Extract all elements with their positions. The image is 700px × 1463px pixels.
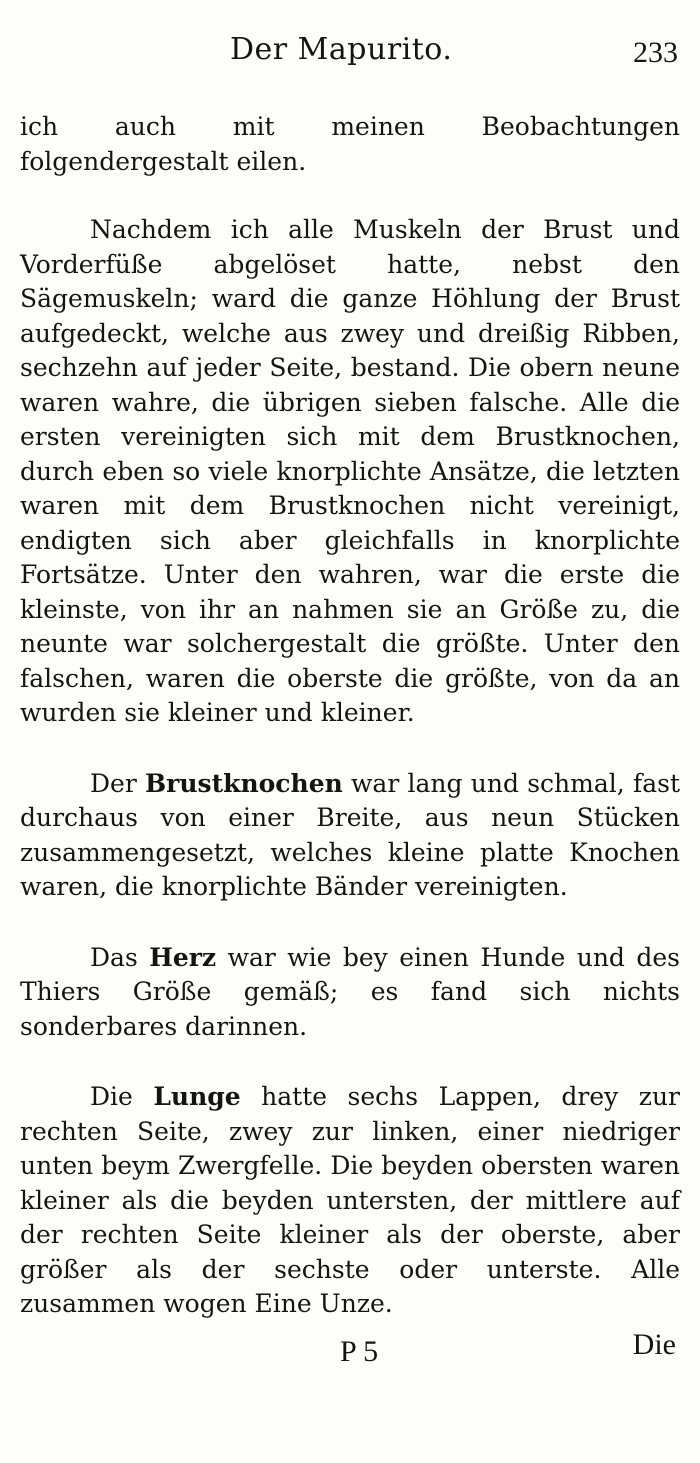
body-text	[20, 110, 680, 1322]
term-herz: Herz	[149, 942, 217, 972]
paragraph-breastbone	[20, 767, 680, 905]
paragraph-lungs-rest: hatte sechs Lappen, drey zur rechten Seite, zwey zur linken, einer niedriger unten beym Zwergfelle. Die beyden obersten waren kleiner als die beyden untersten, der mittlere auf der rechten Seite kleiner als der oberste, aber größer als der sechste oder unterste. Alle zusammen wogen Eine Unze.	[20, 1082, 681, 1318]
paragraph-heart-rest: war wie bey einen Hunde und des Thiers Größe gemäß; es fand sich nichts sonderbares darinnen.	[20, 942, 680, 1041]
paragraph-heart	[20, 941, 680, 1045]
catchword: Die	[632, 1328, 676, 1361]
paragraph-heart-lead: Das	[90, 942, 150, 972]
paragraph-ribs: Nachdem ich alle Muskeln der Brust und Vorderfüße abgelöset hatte, nebst den Sägemuskeln; ward die ganze Höhlung der Brust aufgedeckt, welche aus zwey und dreißig Ribben, sechzehn auf jeder Seite, bestand. Die obern neune waren wahre, die übrigen sieben falsche. Alle die ersten vereinigten sich mit dem Brustknochen, durch eben so viele knorplichte Ansätze, die letzten waren mit dem Brustknochen nicht vereinigt, endigten sich aber gleichfalls in knorplichte Fortsätze. Unter den wahren, war die erste die kleinste, von ihr an nahmen sie an Größe zu, die neunte war solchergestalt die größte. Unter den falschen, waren die oberste die größte, von da an wurden sie kleiner und kleiner.	[20, 215, 680, 727]
page-number: 233	[633, 36, 678, 69]
paragraph-lungs	[20, 1080, 680, 1322]
term-lunge: Lunge	[153, 1082, 241, 1111]
paragraph-continuation: ich auch mit meinen Beobachtungen folgendergestalt eilen.	[20, 112, 680, 176]
running-title: Der Mapurito.	[230, 32, 453, 67]
term-brustknochen: Brustknochen	[145, 768, 343, 798]
paragraph-lungs-lead: Die	[90, 1082, 154, 1111]
signature-mark: P 5	[340, 1335, 379, 1368]
paragraph-breastbone-lead: Der	[90, 768, 146, 798]
paragraph-breastbone-rest: war lang und schmal, fast durchaus von einer Breite, aus neun Stücken zusammengesetzt, welches kleine platte Knochen waren, die knorplichte Bänder vereinigten.	[20, 768, 680, 901]
